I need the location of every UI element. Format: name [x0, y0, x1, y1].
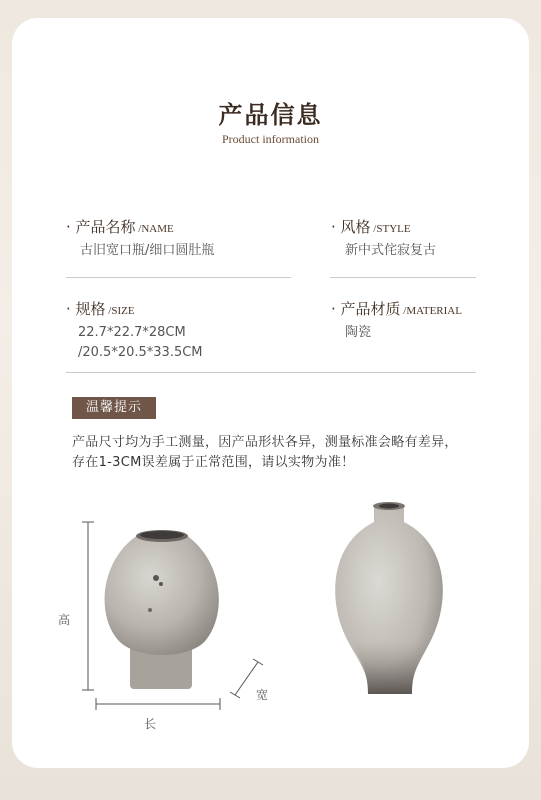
style-label: · 风格 /STYLE — [331, 218, 411, 236]
size-label: · 规格 /SIZE — [66, 300, 135, 318]
material-value: 陶瓷 — [345, 325, 372, 340]
height-label: 高 — [58, 613, 71, 627]
name-label: · 产品名称 /NAME — [66, 218, 174, 236]
name-value: 古旧宽口瓶/细口圆肚瓶 — [80, 243, 215, 258]
length-label: 长 — [144, 717, 157, 731]
page-title: 产品信息 — [218, 101, 323, 129]
material-label: · 产品材质 /MATERIAL — [331, 300, 462, 318]
height-dimension-line — [82, 522, 94, 690]
page-subtitle: Product information — [222, 132, 319, 146]
size-value: 22.7*22.7*28CM /20.5*20.5*33.5CM — [78, 325, 203, 360]
wide-mouth-vase — [105, 530, 219, 689]
length-dimension-line — [96, 698, 220, 710]
narrow-mouth-vase — [335, 502, 443, 694]
style-value: 新中式侘寂复古 — [345, 243, 437, 258]
notice-text: 产品尺寸均为手工测量，因产品形状各异，测量标准会略有差异， 存在1-3CM误差属于正常范围，请以实物为准！ — [72, 435, 458, 470]
width-label: 宽 — [256, 688, 269, 702]
notice-badge: 温馨提示 — [72, 397, 156, 419]
